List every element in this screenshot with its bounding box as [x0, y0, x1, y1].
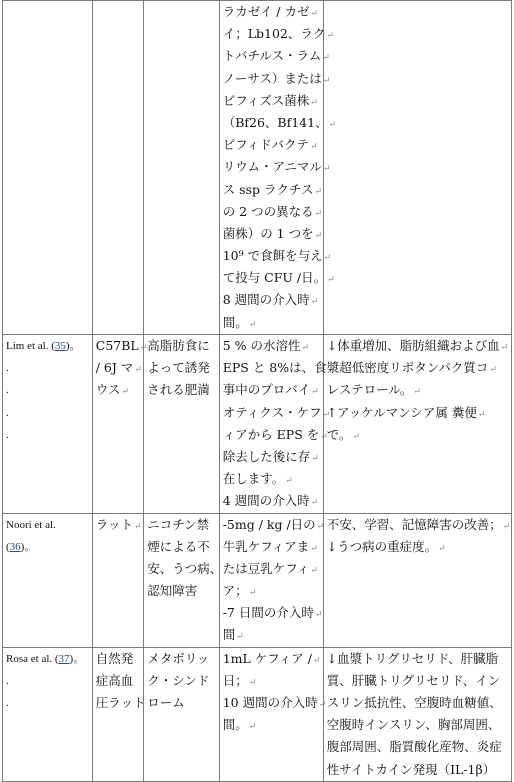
text-line: C57BL ↵: [96, 335, 140, 357]
text-line: ↑アッケルマンシア属 糞便 ↵: [327, 402, 508, 424]
text-line: ↓うつ病の重症度。 ↵: [327, 536, 508, 558]
text-line: ↓血漿トリグリセリド、肝臓脂: [326, 650, 499, 666]
text-line: .: [6, 384, 9, 397]
text-line: 不安、学習、記憶障害の改善； ↵: [327, 514, 508, 536]
table-row: [3, 513, 512, 647]
text-line: ビフィズス菌株 ↵: [223, 90, 320, 112]
text-line: 10⁹ で食餌を与え ↵: [223, 245, 320, 267]
text-line: .: [6, 406, 9, 419]
text-line: ビフィドバクテ ↵: [223, 134, 320, 156]
text-line: される肥満: [147, 382, 210, 398]
text-line: .: [6, 674, 9, 687]
text-line: イ；Lb102、ラク ↵: [223, 23, 320, 45]
text-line: .: [6, 428, 9, 441]
intervention-cell: [219, 513, 323, 647]
text-line: 煙による不: [147, 538, 210, 554]
table-row: [3, 647, 512, 781]
reference-link[interactable]: 37: [58, 652, 70, 665]
author-cell: [3, 647, 93, 781]
model-cell: [92, 1, 143, 335]
model-cell: [92, 513, 143, 647]
author-citation: Rosa et al. (37)。: [6, 652, 85, 665]
intervention-cell: [219, 647, 323, 781]
text-line: 性サイトカイン発現（IL-1β）: [326, 761, 496, 777]
text-line: 空腹時インスリン、胸部周囲、: [326, 717, 501, 733]
text-line: 日； ↵: [223, 670, 320, 692]
author-citation: Lim et al. (35)。: [6, 340, 81, 352]
model-cell: [92, 647, 146, 781]
text-line: 自然発: [95, 650, 134, 666]
text-line: 8 週間の介入時 ↵: [223, 289, 320, 311]
table-row: [3, 1, 512, 335]
text-line: メタボリッ: [147, 650, 210, 666]
author-cell: [3, 335, 93, 514]
text-line: て投与 CFU /日。 ↵: [223, 267, 320, 289]
condition-cell: [144, 1, 220, 335]
text-line: -5mg / kg /日の ↵: [223, 514, 320, 536]
text-line: 腹部周囲、脂質酸化産物、炎症: [326, 739, 502, 755]
results-cell: [323, 1, 511, 335]
reference-link[interactable]: 35: [54, 340, 66, 352]
text-line: ラット ↵: [96, 514, 140, 536]
results-cell: [323, 647, 511, 781]
text-line: 10 週間の介入時 ↵: [223, 692, 320, 714]
text-line: .: [6, 362, 9, 375]
text-line: 高脂肪食に: [147, 338, 210, 353]
text-line: 間 ↵: [223, 624, 320, 646]
text-line: 在します。 ↵: [223, 468, 320, 490]
text-line: / 6J マ ↵: [96, 357, 140, 379]
text-line: の 2 つの異なる ↵: [223, 201, 320, 223]
text-line: 1mL ケフィア / ↵: [223, 648, 320, 670]
text-line: 5 % の水溶性 ↵: [223, 335, 320, 357]
text-line: ↓体重増加、脂肪組織および血 ↵: [327, 335, 508, 357]
text-line: ア； ↵: [223, 580, 320, 602]
text-line: 事中のプロバイ ↵: [223, 379, 320, 401]
author-cell: [3, 513, 93, 647]
intervention-cell: [219, 335, 327, 514]
author-citation: Noori et al.: [6, 518, 56, 531]
text-line: トバチルス・ラム ↵: [223, 45, 320, 67]
text-line: ィアから EPS を ↵: [223, 424, 320, 446]
author-cell: [3, 1, 93, 335]
text-line: スリン抵抗性、空腹時血糖値、: [326, 695, 502, 710]
text-line: ニコチン禁: [147, 516, 210, 532]
text-line: -7 日間の介入時 ↵: [223, 602, 320, 624]
table-row: [3, 335, 512, 514]
author-citation-ref: (36)。: [6, 540, 36, 553]
text-line: 間。 ↵: [223, 312, 320, 334]
text-line: 漿超低密度リポタンパク質コ ↵: [327, 357, 508, 379]
intervention-cell: [219, 1, 328, 335]
text-line: 質、肝臓トリグリセリド、イン: [326, 672, 501, 688]
text-line: 4 週間の介入時 ↵: [223, 490, 320, 512]
text-line: （Bf26、Bf141、 ↵: [223, 112, 320, 134]
study-table: [2, 0, 512, 782]
reference-link[interactable]: 36: [9, 540, 21, 553]
condition-cell: [144, 335, 220, 514]
text-line: ク・シンド: [147, 672, 210, 688]
text-line: リウム・アニマル ↵: [223, 156, 320, 178]
text-line: ス ssp ラクチス ↵: [223, 179, 320, 201]
text-line: オティクス・ケフ ↵: [223, 402, 320, 424]
text-line: 安、うつ病、: [147, 560, 223, 576]
text-line: よって誘発: [147, 360, 210, 376]
text-line: ローム: [147, 695, 185, 710]
text-line: ノーサス）または ↵: [223, 68, 320, 90]
text-line: で。 ↵: [327, 424, 508, 446]
text-line: 除去した後に存 ↵: [223, 446, 320, 468]
text-line: .: [6, 697, 9, 709]
text-line: 菌株）の 1 つを ↵: [223, 223, 320, 245]
condition-cell: [144, 647, 220, 781]
text-line: 認知障害: [147, 583, 198, 599]
text-line: 牛乳ケフィアま ↵: [223, 536, 320, 558]
results-cell: [323, 335, 511, 514]
text-line: 間。 ↵: [223, 714, 320, 736]
text-line: EPS と 8%は、食 ↵: [223, 357, 320, 379]
text-line: ウス ↵: [96, 379, 140, 401]
text-line: ラカゼイ / カゼ ↵: [223, 1, 320, 23]
model-cell: [92, 335, 143, 514]
text-line: 症高血: [95, 672, 134, 688]
text-line: 圧ラット: [95, 695, 146, 710]
text-line: たは豆乳ケフィ ↵: [223, 558, 320, 580]
text-line: レステロール。 ↵: [327, 379, 508, 401]
condition-cell: [144, 513, 223, 647]
results-cell: [323, 513, 511, 647]
